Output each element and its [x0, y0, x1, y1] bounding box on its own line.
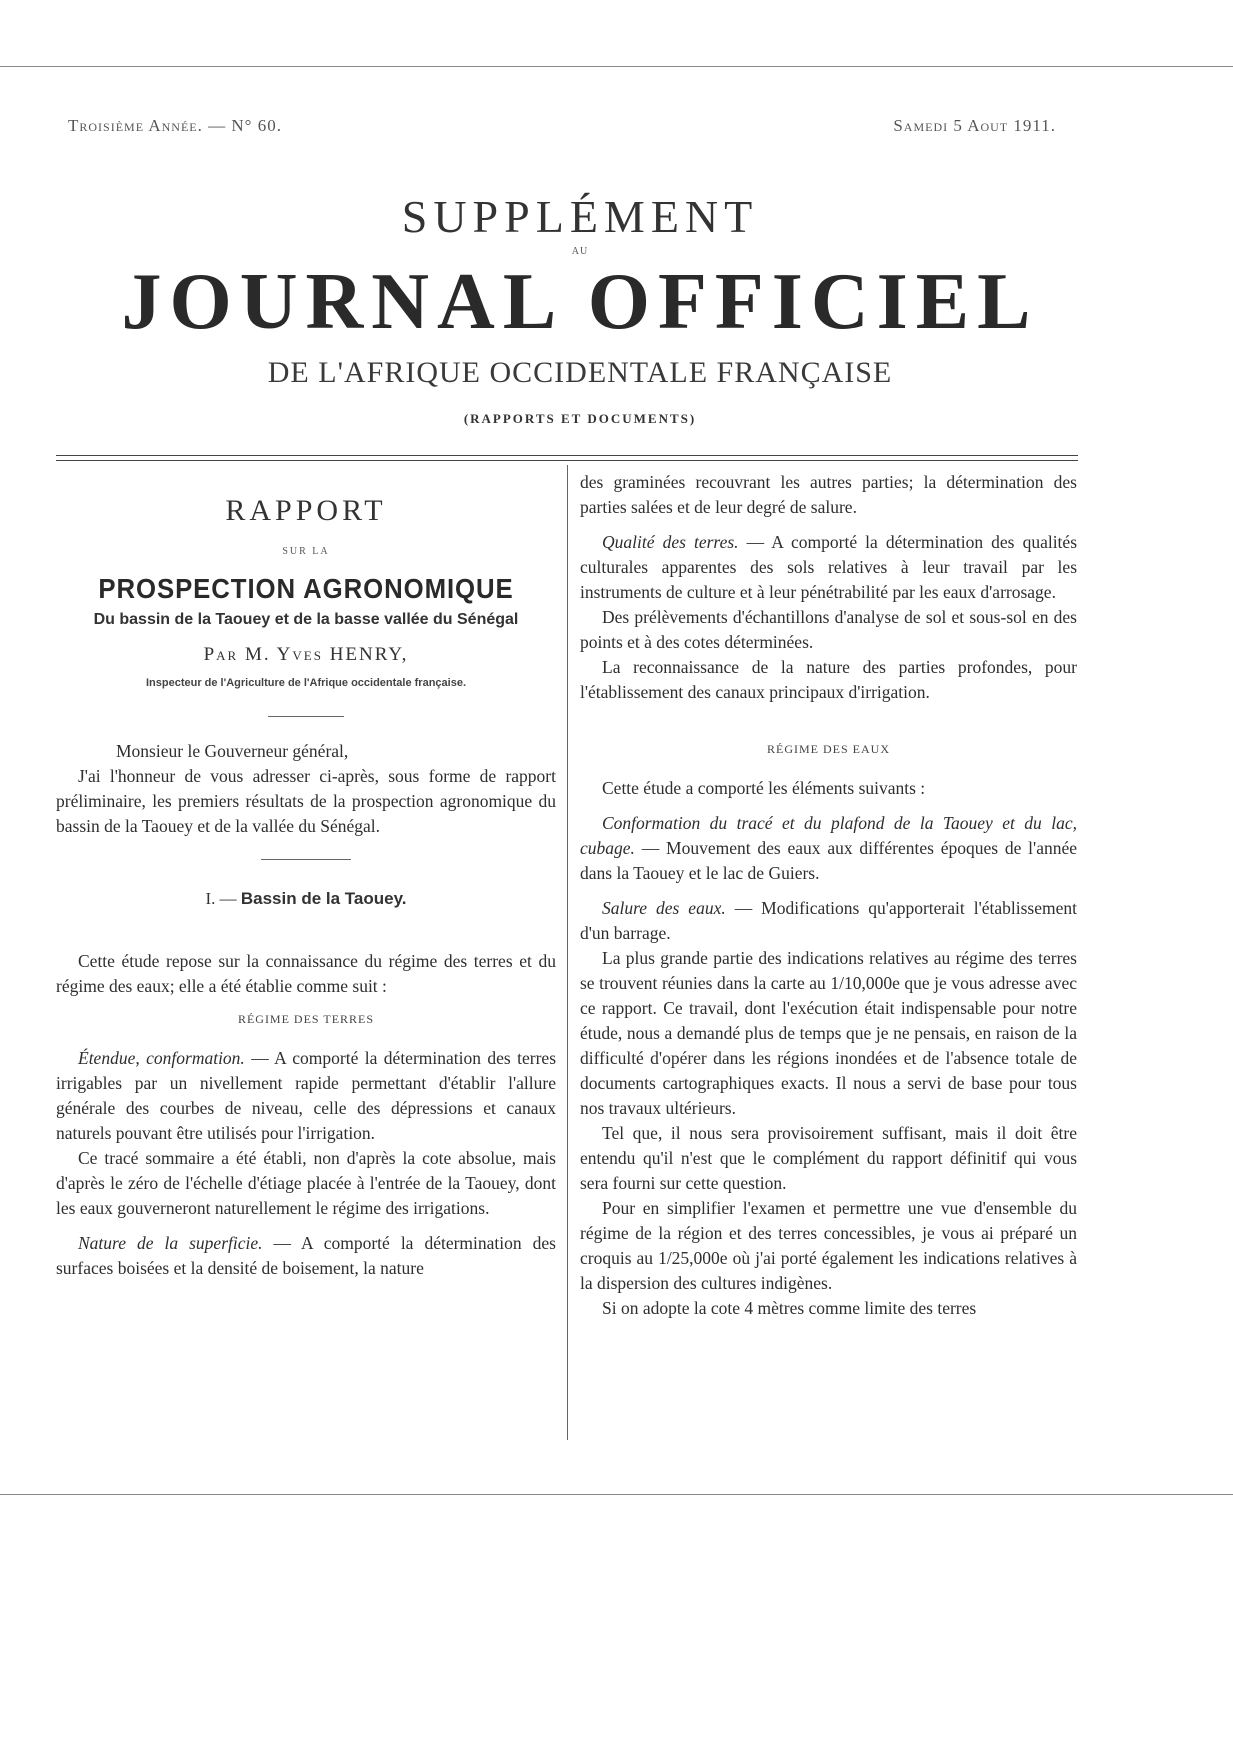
article-author: Par M. Yves HENRY,: [203, 644, 409, 665]
intro-paragraph: J'ai l'honneur de vous adresser ci-après, sous forme de rapport préliminaire, les premiers résultats de la prospection agronomique du bassin de la Taouey et de la vallée du Sénégal.: [56, 766, 556, 836]
masthead-double-rule: [56, 455, 1078, 461]
trace-paragraph: Ce tracé sommaire a été établi, non d'après la cote absolue, mais d'après le zéro de l'échelle d'étiage placée à l'entrée de la Taouey, dont les eaux gouverneront naturellement le régime des irrigations.: [56, 1148, 556, 1218]
salure-label: Salure des eaux.: [602, 898, 726, 918]
salure-paragraph: [580, 896, 1077, 946]
conformation-label: Conformation du tracé et du plafond de la Taouey et du lac, cubage.: [580, 813, 1077, 858]
etendue-text: — A comporté la détermination des terres irrigables par un nivellement rapide permettant d'établir l'allure générale des courbes de niveau, celle des dépressions et canaux naturels pouvant être utilisés pour l'irrigation.: [56, 1048, 556, 1143]
author-role: Inspecteur de l'Agriculture de l'Afrique occidentale française.: [145, 677, 467, 689]
divider: [268, 716, 344, 717]
nature-paragraph: [56, 1231, 556, 1281]
masthead-subtitle: DE L'AFRIQUE OCCIDENTALE FRANÇAISE: [267, 356, 893, 389]
continued-paragraph: des graminées recouvrant les autres parties; la détermination des parties salées et de leur degré de salure.: [580, 472, 1077, 517]
pour-en-paragraph: Pour en simplifier l'examen et permettre une vue d'ensemble du régime de la région et des terres concessibles, je vous ai préparé un croquis au 1/25,000e où j'ai porté également les indications relatives à la dispersion des cultures indigènes.: [580, 1198, 1077, 1293]
column-separator: [567, 465, 568, 1440]
left-column: [56, 470, 556, 1281]
masthead-supplement: SUPPLÉMENT: [401, 191, 759, 242]
salutation: Monsieur le Gouverneur général,: [116, 741, 349, 761]
section-number: I. —: [205, 889, 237, 908]
eaux-intro-paragraph: Cette étude a comporté les éléments suivants :: [602, 778, 926, 798]
masthead-section: (RAPPORTS ET DOCUMENTS): [463, 411, 697, 426]
masthead-title: JOURNAL OFFICIEL: [121, 258, 1039, 346]
article-heading: RAPPORT: [225, 494, 387, 527]
issue-date: Samedi 5 Aout 1911.: [893, 116, 1056, 135]
section-title: [56, 886, 556, 911]
regime-terres-heading: RÉGIME DES TERRES: [237, 1012, 375, 1026]
salure-text: — Modifications qu'apporterait l'établissement d'un barrage.: [580, 898, 1077, 943]
bottom-page-rule: [0, 1494, 1233, 1495]
issue-number: Troisième Année. — N° 60.: [68, 116, 282, 135]
plus-grande-paragraph: La plus grande partie des indications relatives au régime des terres se trouvent réunies dans la carte au 1/10,000e que je vous adresse avec ce rapport. Ce travail, dont l'exécution était indispensable pour notre étude, nous a demandé plus de temps que je ne pensais, en raison de la difficulté d'opérer dans les régions inondées et de l'absence totale de documents cartographiques exacts. Il nous a servi de base pour tous nos travaux ultérieurs.: [580, 948, 1077, 1118]
qualite-text: — A comporté la détermination des qualités culturales apparentes des sols relatives à leur travail par les instruments de culture et à leur pénétrabilité par les eaux d'arrosage.: [580, 532, 1078, 602]
article-subtitle: Du bassin de la Taouey et de la basse vallée du Sénégal: [93, 611, 519, 628]
article-sur-la: SUR LA: [282, 546, 330, 557]
qualite-label: Qualité des terres.: [602, 532, 739, 552]
regime-eaux-heading: RÉGIME DES EAUX: [767, 742, 890, 756]
etendue-paragraph: [56, 1046, 556, 1146]
etendue-label: Étendue, conformation.: [78, 1048, 245, 1068]
conformation-paragraph: [580, 811, 1077, 886]
top-page-rule: [0, 66, 1233, 67]
divider: [261, 859, 351, 860]
qualite-paragraph: [580, 530, 1077, 605]
nature-text: — A comporté la détermination des surfaces boisées et la densité de boisement, la nature: [56, 1233, 556, 1278]
right-column: [580, 470, 1077, 1321]
section-intro-paragraph: Cette étude repose sur la connaissance du régime des terres et du régime des eaux; elle a été établie comme suit :: [56, 951, 556, 996]
masthead-au: AU: [571, 246, 589, 257]
prelevements-paragraph: Des prélèvements d'échantillons d'analyse de sol et sous-sol en des points et à des cotes déterminées.: [580, 607, 1077, 652]
conformation-text: — Mouvement des eaux aux différentes époques de l'année dans la Taouey et le lac de Guiers.: [580, 838, 1077, 883]
reconnaissance-paragraph: La reconnaissance de la nature des parties profondes, pour l'établissement des canaux principaux d'irrigation.: [580, 657, 1077, 702]
si-on-paragraph: Si on adopte la cote 4 mètres comme limite des terres: [602, 1298, 977, 1318]
nature-label: Nature de la superficie.: [78, 1233, 263, 1253]
article-title: PROSPECTION AGRONOMIQUE: [98, 573, 514, 604]
section-title-text: Bassin de la Taouey.: [240, 889, 407, 908]
tel-que-paragraph: Tel que, il nous sera provisoirement suffisant, mais il doit être entendu qu'il n'est que le complément du rapport définitif qui vous sera fourni sur cette question.: [580, 1123, 1077, 1193]
